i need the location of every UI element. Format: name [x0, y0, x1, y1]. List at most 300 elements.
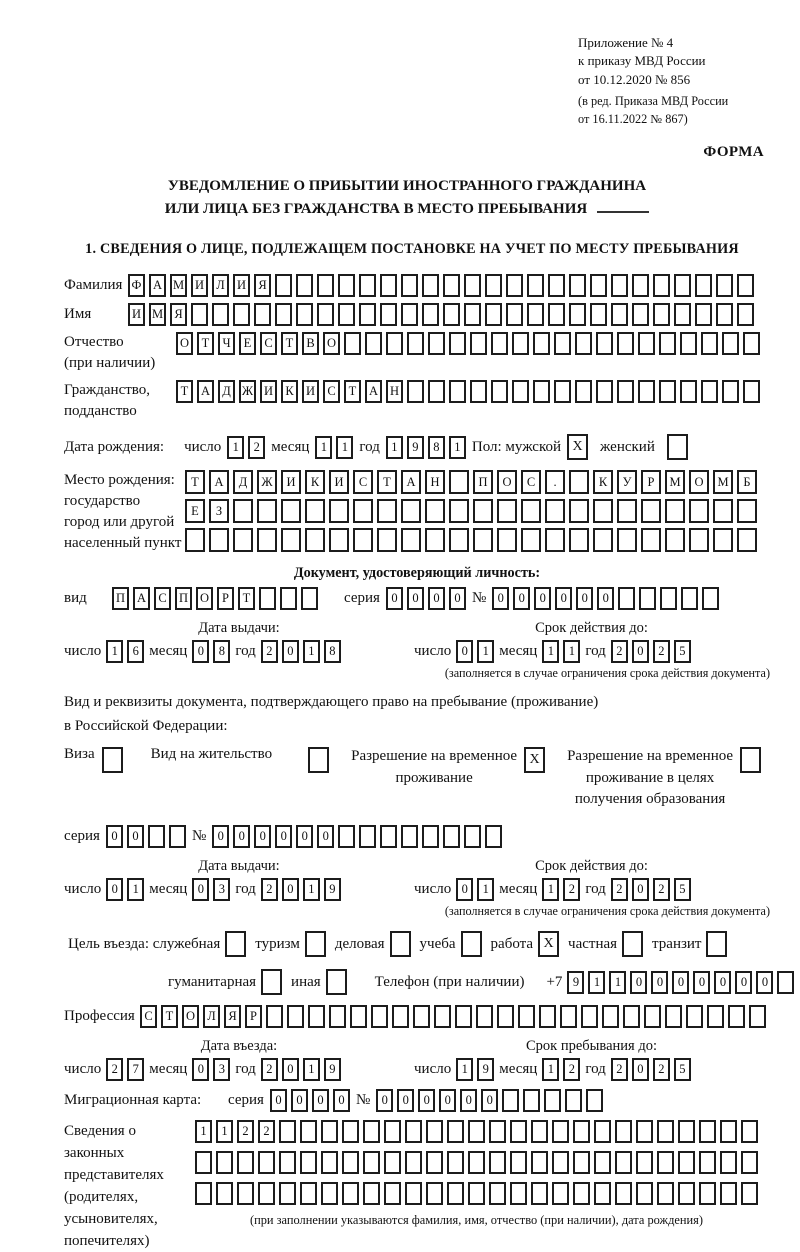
form-cell[interactable]: 0 — [439, 1089, 456, 1112]
form-cell[interactable] — [185, 528, 205, 552]
form-cell[interactable] — [237, 1182, 254, 1205]
form-cell[interactable]: 1 — [303, 878, 320, 901]
form-cell[interactable] — [678, 1120, 695, 1143]
checkbox-study[interactable] — [461, 931, 482, 957]
form-cell[interactable]: Б — [737, 470, 757, 494]
form-cell[interactable]: 2 — [261, 640, 278, 663]
form-cell[interactable] — [569, 303, 586, 326]
form-cell[interactable]: 1 — [303, 1058, 320, 1081]
form-cell[interactable]: 2 — [248, 436, 265, 459]
form-cell[interactable] — [560, 1005, 577, 1028]
form-cell[interactable]: И — [260, 380, 277, 403]
form-cell[interactable]: 1 — [477, 878, 494, 901]
form-cell[interactable] — [565, 1089, 582, 1112]
form-cell[interactable] — [548, 274, 565, 297]
form-cell[interactable]: 0 — [756, 971, 773, 994]
form-cell[interactable] — [308, 1005, 325, 1028]
form-cell[interactable]: 1 — [456, 1058, 473, 1081]
form-cell[interactable] — [426, 1182, 443, 1205]
form-cell[interactable] — [523, 1089, 540, 1112]
form-cell[interactable]: 0 — [428, 587, 445, 610]
form-cell[interactable]: 9 — [567, 971, 584, 994]
form-cell[interactable]: 9 — [477, 1058, 494, 1081]
form-cell[interactable]: А — [209, 470, 229, 494]
form-cell[interactable]: А — [149, 274, 166, 297]
form-cell[interactable] — [707, 1005, 724, 1028]
form-cell[interactable] — [665, 1005, 682, 1028]
form-cell[interactable]: И — [329, 470, 349, 494]
form-cell[interactable] — [689, 499, 709, 523]
form-cell[interactable]: О — [689, 470, 709, 494]
form-cell[interactable]: О — [497, 470, 517, 494]
form-cell[interactable]: Л — [212, 274, 229, 297]
form-cell[interactable] — [342, 1120, 359, 1143]
form-cell[interactable]: 0 — [456, 640, 473, 663]
form-cell[interactable]: Р — [217, 587, 234, 610]
form-cell[interactable] — [722, 380, 739, 403]
form-cell[interactable] — [468, 1120, 485, 1143]
form-cell[interactable]: 2 — [653, 1058, 670, 1081]
form-cell[interactable]: У — [617, 470, 637, 494]
form-cell[interactable] — [594, 1182, 611, 1205]
form-cell[interactable] — [476, 1005, 493, 1028]
form-cell[interactable] — [506, 274, 523, 297]
form-cell[interactable] — [593, 528, 613, 552]
form-cell[interactable] — [401, 499, 421, 523]
form-cell[interactable] — [281, 499, 301, 523]
form-cell[interactable] — [527, 303, 544, 326]
form-cell[interactable]: 0 — [407, 587, 424, 610]
form-cell[interactable] — [665, 528, 685, 552]
form-cell[interactable] — [359, 303, 376, 326]
form-cell[interactable]: 0 — [291, 1089, 308, 1112]
form-cell[interactable] — [363, 1120, 380, 1143]
form-cell[interactable] — [233, 499, 253, 523]
form-cell[interactable]: Т — [377, 470, 397, 494]
form-cell[interactable] — [680, 380, 697, 403]
form-cell[interactable] — [741, 1182, 758, 1205]
form-cell[interactable]: Т — [161, 1005, 178, 1028]
form-cell[interactable]: 2 — [653, 640, 670, 663]
form-cell[interactable] — [506, 303, 523, 326]
form-cell[interactable] — [266, 1005, 283, 1028]
form-cell[interactable]: 0 — [672, 971, 689, 994]
form-cell[interactable] — [425, 499, 445, 523]
form-cell[interactable] — [401, 825, 418, 848]
checkbox-rvp-education[interactable] — [740, 747, 761, 773]
form-cell[interactable] — [195, 1182, 212, 1205]
form-cell[interactable] — [275, 303, 292, 326]
form-cell[interactable]: 0 — [192, 878, 209, 901]
form-cell[interactable]: 0 — [492, 587, 509, 610]
form-cell[interactable]: Ж — [257, 470, 277, 494]
form-cell[interactable] — [544, 1089, 561, 1112]
form-cell[interactable]: К — [305, 470, 325, 494]
form-cell[interactable] — [741, 1120, 758, 1143]
form-cell[interactable]: 0 — [735, 971, 752, 994]
form-cell[interactable] — [502, 1089, 519, 1112]
form-cell[interactable]: 1 — [336, 436, 353, 459]
form-cell[interactable] — [353, 499, 373, 523]
form-cell[interactable]: 5 — [674, 1058, 691, 1081]
form-cell[interactable] — [680, 332, 697, 355]
form-cell[interactable]: С — [140, 1005, 157, 1028]
form-cell[interactable]: 0 — [456, 878, 473, 901]
form-cell[interactable] — [300, 1182, 317, 1205]
form-cell[interactable] — [641, 499, 661, 523]
form-cell[interactable]: С — [154, 587, 171, 610]
form-cell[interactable] — [449, 499, 469, 523]
form-cell[interactable] — [386, 332, 403, 355]
checkbox-male[interactable]: X — [567, 434, 588, 460]
form-cell[interactable]: С — [521, 470, 541, 494]
form-cell[interactable] — [713, 528, 733, 552]
form-cell[interactable] — [344, 332, 361, 355]
form-cell[interactable] — [377, 528, 397, 552]
form-cell[interactable] — [485, 825, 502, 848]
form-cell[interactable]: 1 — [195, 1120, 212, 1143]
form-cell[interactable] — [699, 1120, 716, 1143]
form-cell[interactable]: 0 — [693, 971, 710, 994]
form-cell[interactable]: 0 — [254, 825, 271, 848]
form-cell[interactable] — [342, 1182, 359, 1205]
form-cell[interactable] — [722, 332, 739, 355]
checkbox-female[interactable] — [667, 434, 688, 460]
form-cell[interactable] — [575, 380, 592, 403]
form-cell[interactable] — [296, 303, 313, 326]
form-cell[interactable] — [305, 528, 325, 552]
form-cell[interactable] — [447, 1120, 464, 1143]
form-cell[interactable] — [384, 1182, 401, 1205]
form-cell[interactable]: Н — [425, 470, 445, 494]
form-cell[interactable] — [485, 274, 502, 297]
form-cell[interactable]: 1 — [542, 878, 559, 901]
form-cell[interactable]: 0 — [376, 1089, 393, 1112]
form-cell[interactable] — [422, 825, 439, 848]
form-cell[interactable] — [618, 587, 635, 610]
form-cell[interactable] — [434, 1005, 451, 1028]
form-cell[interactable]: 6 — [127, 640, 144, 663]
form-cell[interactable]: 2 — [106, 1058, 123, 1081]
form-cell[interactable] — [329, 1005, 346, 1028]
form-cell[interactable] — [569, 274, 586, 297]
form-cell[interactable] — [443, 274, 460, 297]
form-cell[interactable]: А — [365, 380, 382, 403]
form-cell[interactable]: 2 — [611, 1058, 628, 1081]
form-cell[interactable]: А — [133, 587, 150, 610]
form-cell[interactable] — [777, 971, 794, 994]
form-cell[interactable] — [275, 274, 292, 297]
form-cell[interactable] — [380, 303, 397, 326]
form-cell[interactable] — [455, 1005, 472, 1028]
form-cell[interactable] — [569, 470, 589, 494]
form-cell[interactable]: 0 — [632, 640, 649, 663]
form-cell[interactable] — [545, 499, 565, 523]
form-cell[interactable]: П — [473, 470, 493, 494]
form-cell[interactable] — [401, 528, 421, 552]
form-cell[interactable] — [521, 499, 541, 523]
form-cell[interactable]: М — [149, 303, 166, 326]
form-cell[interactable] — [713, 499, 733, 523]
form-cell[interactable]: 0 — [212, 825, 229, 848]
form-cell[interactable] — [638, 380, 655, 403]
form-cell[interactable]: Ж — [239, 380, 256, 403]
form-cell[interactable] — [279, 1182, 296, 1205]
form-cell[interactable] — [405, 1182, 422, 1205]
form-cell[interactable]: 3 — [213, 878, 230, 901]
form-cell[interactable] — [359, 274, 376, 297]
checkbox-official[interactable] — [225, 931, 246, 957]
form-cell[interactable]: 0 — [449, 587, 466, 610]
form-cell[interactable] — [473, 499, 493, 523]
form-cell[interactable] — [401, 274, 418, 297]
form-cell[interactable] — [531, 1120, 548, 1143]
form-cell[interactable] — [695, 303, 712, 326]
form-cell[interactable] — [350, 1005, 367, 1028]
form-cell[interactable] — [674, 274, 691, 297]
form-cell[interactable] — [280, 587, 297, 610]
form-cell[interactable]: В — [302, 332, 319, 355]
form-cell[interactable]: 1 — [609, 971, 626, 994]
form-cell[interactable]: 5 — [674, 640, 691, 663]
form-cell[interactable] — [392, 1005, 409, 1028]
form-cell[interactable]: И — [128, 303, 145, 326]
form-cell[interactable] — [338, 274, 355, 297]
form-cell[interactable] — [497, 499, 517, 523]
form-cell[interactable] — [428, 380, 445, 403]
form-cell[interactable]: 9 — [407, 436, 424, 459]
form-cell[interactable]: О — [182, 1005, 199, 1028]
form-cell[interactable] — [575, 332, 592, 355]
form-cell[interactable] — [359, 825, 376, 848]
form-cell[interactable]: 0 — [296, 825, 313, 848]
form-cell[interactable]: Т — [176, 380, 193, 403]
form-cell[interactable]: К — [593, 470, 613, 494]
form-cell[interactable] — [657, 1182, 674, 1205]
form-cell[interactable] — [615, 1182, 632, 1205]
form-cell[interactable] — [380, 274, 397, 297]
form-cell[interactable] — [426, 1120, 443, 1143]
form-cell[interactable] — [407, 332, 424, 355]
form-cell[interactable] — [641, 528, 661, 552]
checkbox-tourism[interactable] — [305, 931, 326, 957]
form-cell[interactable] — [653, 303, 670, 326]
form-cell[interactable] — [384, 1120, 401, 1143]
form-cell[interactable]: 0 — [513, 587, 530, 610]
form-cell[interactable]: Я — [224, 1005, 241, 1028]
form-cell[interactable] — [636, 1182, 653, 1205]
form-cell[interactable] — [377, 499, 397, 523]
form-cell[interactable]: 0 — [632, 878, 649, 901]
form-cell[interactable] — [401, 303, 418, 326]
form-cell[interactable]: 2 — [261, 878, 278, 901]
form-cell[interactable] — [617, 528, 637, 552]
form-cell[interactable] — [533, 380, 550, 403]
form-cell[interactable]: Е — [239, 332, 256, 355]
form-cell[interactable]: 0 — [233, 825, 250, 848]
form-cell[interactable] — [716, 303, 733, 326]
form-cell[interactable] — [443, 303, 460, 326]
form-cell[interactable]: 1 — [477, 640, 494, 663]
form-cell[interactable] — [300, 1120, 317, 1143]
form-cell[interactable]: 0 — [386, 587, 403, 610]
form-cell[interactable] — [632, 274, 649, 297]
form-cell[interactable] — [701, 332, 718, 355]
form-cell[interactable] — [586, 1089, 603, 1112]
form-cell[interactable] — [485, 303, 502, 326]
form-cell[interactable]: 0 — [418, 1089, 435, 1112]
form-cell[interactable] — [611, 303, 628, 326]
form-cell[interactable] — [380, 825, 397, 848]
form-cell[interactable] — [317, 274, 334, 297]
checkbox-visa[interactable] — [102, 747, 123, 773]
form-cell[interactable] — [638, 332, 655, 355]
form-cell[interactable] — [632, 303, 649, 326]
form-cell[interactable] — [737, 274, 754, 297]
form-cell[interactable] — [644, 1005, 661, 1028]
form-cell[interactable] — [321, 1182, 338, 1205]
form-cell[interactable] — [305, 499, 325, 523]
form-cell[interactable]: С — [260, 332, 277, 355]
form-cell[interactable] — [617, 499, 637, 523]
form-cell[interactable] — [617, 380, 634, 403]
form-cell[interactable] — [573, 1182, 590, 1205]
form-cell[interactable]: 0 — [714, 971, 731, 994]
form-cell[interactable]: 2 — [258, 1120, 275, 1143]
form-cell[interactable] — [468, 1182, 485, 1205]
form-cell[interactable] — [527, 274, 544, 297]
form-cell[interactable] — [216, 1182, 233, 1205]
form-cell[interactable]: 0 — [597, 587, 614, 610]
form-cell[interactable]: Ф — [128, 274, 145, 297]
form-cell[interactable] — [497, 1005, 514, 1028]
form-cell[interactable]: И — [191, 274, 208, 297]
form-cell[interactable]: 1 — [227, 436, 244, 459]
form-cell[interactable] — [573, 1120, 590, 1143]
form-cell[interactable]: 2 — [237, 1120, 254, 1143]
form-cell[interactable] — [665, 499, 685, 523]
form-cell[interactable] — [548, 303, 565, 326]
form-cell[interactable] — [674, 303, 691, 326]
form-cell[interactable] — [464, 274, 481, 297]
form-cell[interactable]: 9 — [324, 878, 341, 901]
form-cell[interactable] — [338, 825, 355, 848]
form-cell[interactable] — [596, 332, 613, 355]
form-cell[interactable]: 0 — [460, 1089, 477, 1112]
form-cell[interactable] — [464, 303, 481, 326]
form-cell[interactable] — [212, 303, 229, 326]
form-cell[interactable] — [464, 825, 481, 848]
form-cell[interactable]: О — [196, 587, 213, 610]
form-cell[interactable]: А — [401, 470, 421, 494]
form-cell[interactable] — [554, 380, 571, 403]
form-cell[interactable] — [407, 380, 424, 403]
form-cell[interactable]: С — [323, 380, 340, 403]
form-cell[interactable] — [413, 1005, 430, 1028]
form-cell[interactable] — [422, 274, 439, 297]
form-cell[interactable]: 0 — [282, 1058, 299, 1081]
form-cell[interactable] — [405, 1120, 422, 1143]
form-cell[interactable]: 1 — [542, 640, 559, 663]
form-cell[interactable]: 0 — [270, 1089, 287, 1112]
form-cell[interactable] — [301, 587, 318, 610]
form-cell[interactable]: 2 — [611, 640, 628, 663]
form-cell[interactable] — [743, 332, 760, 355]
form-cell[interactable]: М — [665, 470, 685, 494]
form-cell[interactable] — [659, 332, 676, 355]
form-cell[interactable] — [422, 303, 439, 326]
form-cell[interactable] — [581, 1005, 598, 1028]
form-cell[interactable]: 0 — [192, 640, 209, 663]
form-cell[interactable] — [371, 1005, 388, 1028]
form-cell[interactable]: И — [281, 470, 301, 494]
form-cell[interactable] — [569, 528, 589, 552]
form-cell[interactable] — [491, 332, 508, 355]
checkbox-residence-permit[interactable] — [308, 747, 329, 773]
form-cell[interactable]: К — [281, 380, 298, 403]
form-cell[interactable] — [737, 499, 757, 523]
form-cell[interactable] — [636, 1120, 653, 1143]
form-cell[interactable] — [148, 825, 165, 848]
form-cell[interactable]: 0 — [534, 587, 551, 610]
form-cell[interactable]: 2 — [563, 878, 580, 901]
form-cell[interactable]: Ч — [218, 332, 235, 355]
form-cell[interactable]: 0 — [106, 825, 123, 848]
form-cell[interactable]: 0 — [106, 878, 123, 901]
form-cell[interactable]: 2 — [563, 1058, 580, 1081]
form-cell[interactable] — [497, 528, 517, 552]
form-cell[interactable] — [611, 274, 628, 297]
form-cell[interactable] — [749, 1005, 766, 1028]
form-cell[interactable]: 1 — [106, 640, 123, 663]
form-cell[interactable] — [489, 1182, 506, 1205]
form-cell[interactable]: . — [545, 470, 565, 494]
form-cell[interactable] — [689, 528, 709, 552]
form-cell[interactable]: 2 — [261, 1058, 278, 1081]
form-cell[interactable]: 8 — [428, 436, 445, 459]
form-cell[interactable] — [699, 1182, 716, 1205]
form-cell[interactable]: П — [112, 587, 129, 610]
form-cell[interactable] — [425, 528, 445, 552]
form-cell[interactable]: 0 — [127, 825, 144, 848]
form-cell[interactable] — [296, 274, 313, 297]
form-cell[interactable] — [353, 528, 373, 552]
checkbox-other[interactable] — [326, 969, 347, 995]
form-cell[interactable] — [209, 528, 229, 552]
form-cell[interactable]: 0 — [317, 825, 334, 848]
form-cell[interactable]: 0 — [576, 587, 593, 610]
form-cell[interactable] — [191, 303, 208, 326]
form-cell[interactable] — [447, 1182, 464, 1205]
form-cell[interactable] — [449, 528, 469, 552]
form-cell[interactable] — [470, 380, 487, 403]
form-cell[interactable]: М — [170, 274, 187, 297]
form-cell[interactable]: 1 — [542, 1058, 559, 1081]
form-cell[interactable]: 1 — [303, 640, 320, 663]
form-cell[interactable]: Д — [218, 380, 235, 403]
form-cell[interactable] — [512, 380, 529, 403]
form-cell[interactable]: Т — [197, 332, 214, 355]
form-cell[interactable] — [569, 499, 589, 523]
form-cell[interactable] — [233, 528, 253, 552]
form-cell[interactable]: 0 — [192, 1058, 209, 1081]
form-cell[interactable] — [737, 303, 754, 326]
form-cell[interactable] — [590, 274, 607, 297]
form-cell[interactable]: 8 — [324, 640, 341, 663]
form-cell[interactable]: Н — [386, 380, 403, 403]
form-cell[interactable] — [552, 1120, 569, 1143]
form-cell[interactable]: И — [302, 380, 319, 403]
